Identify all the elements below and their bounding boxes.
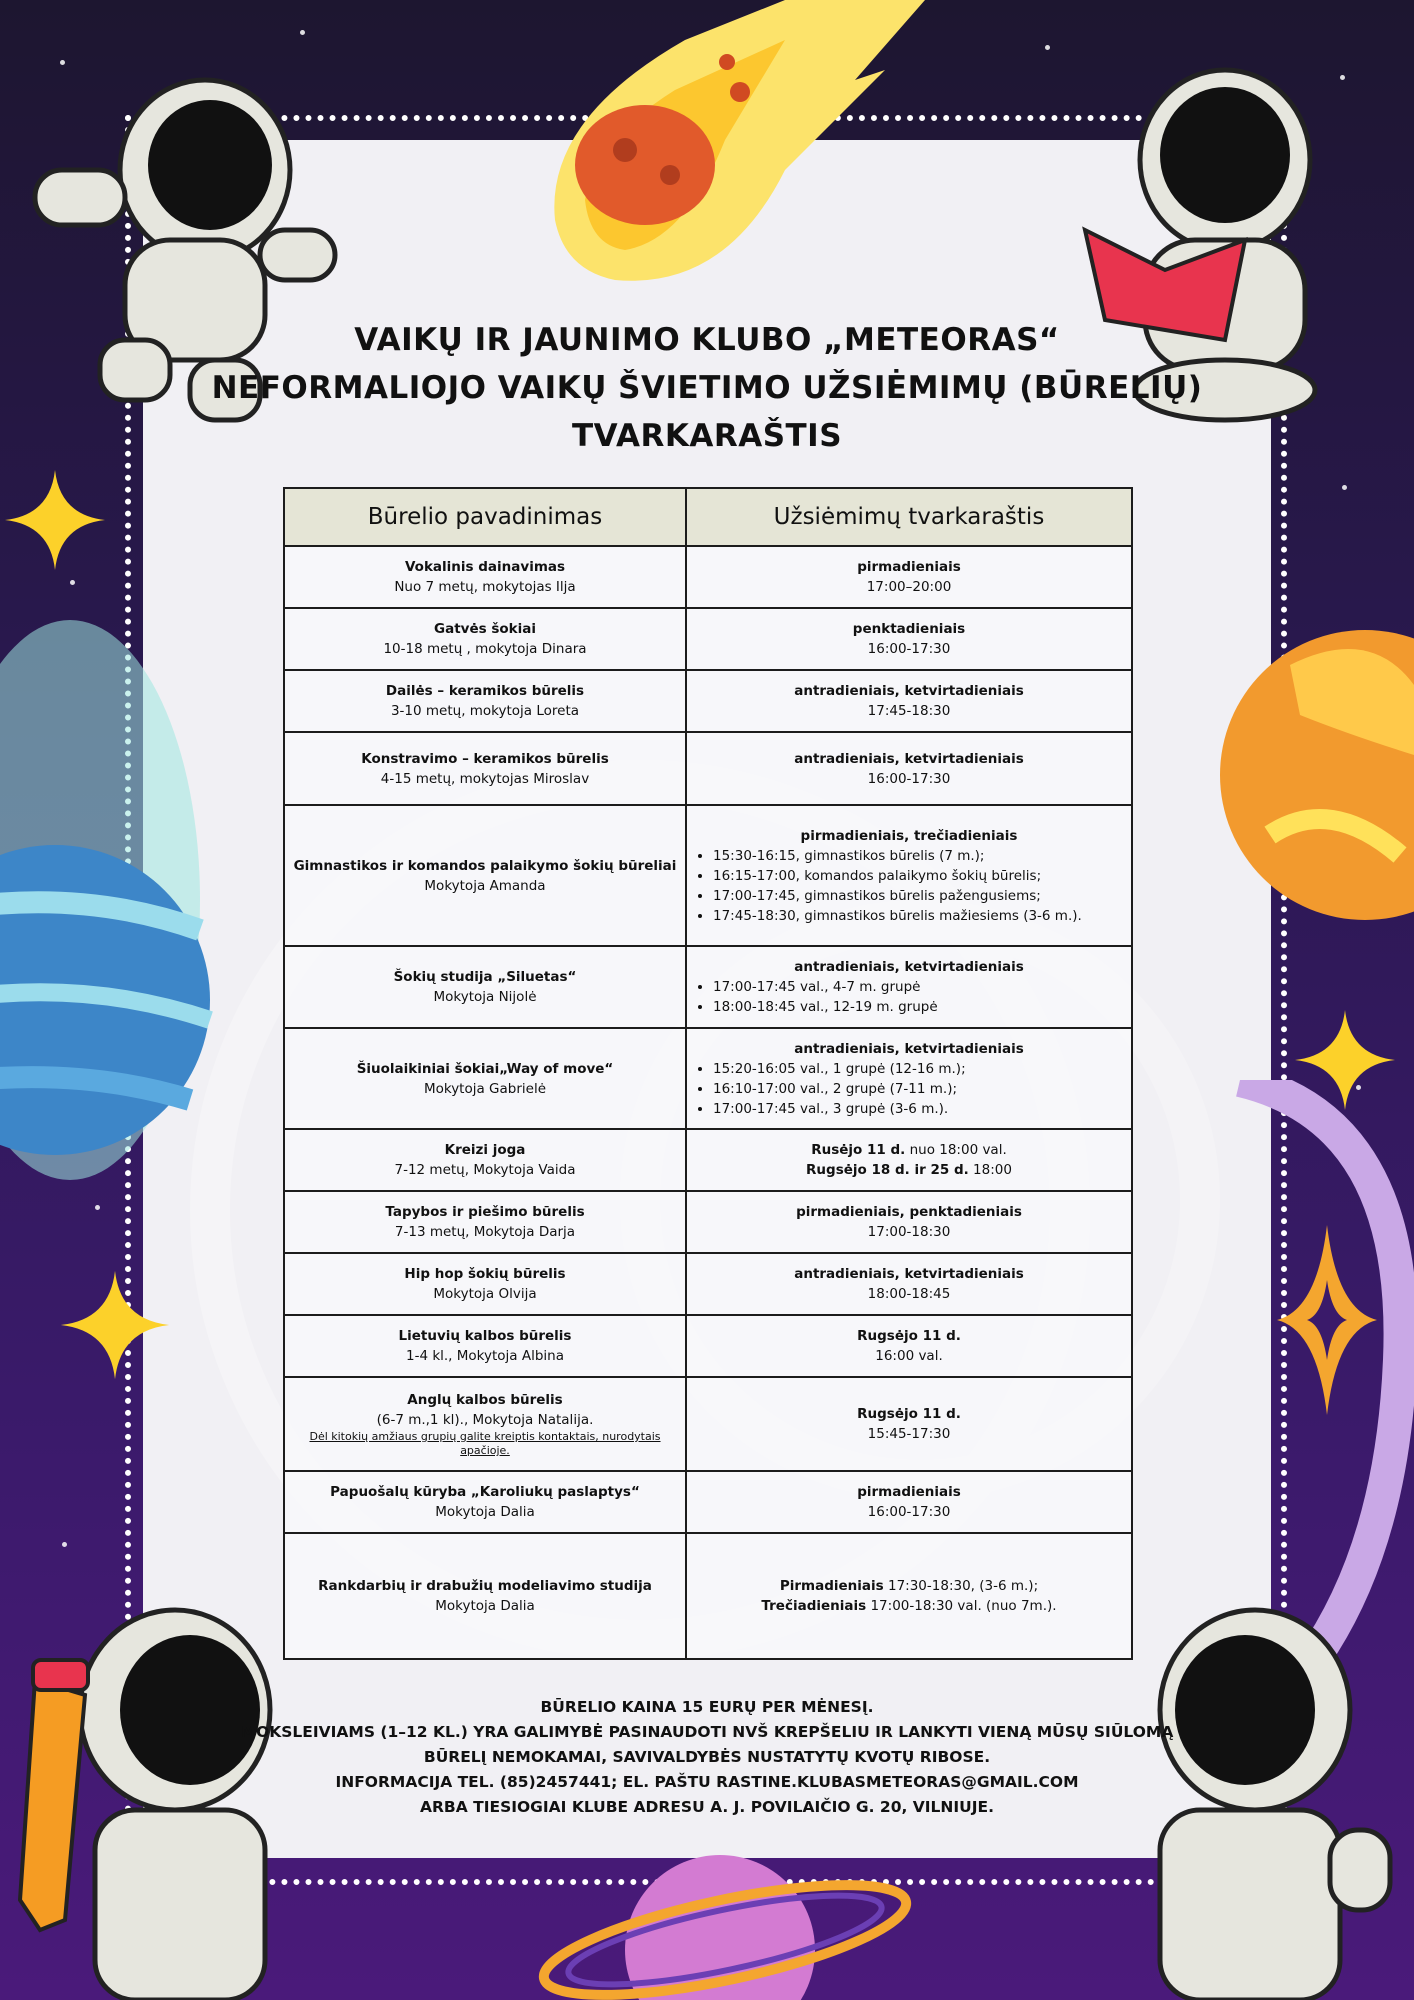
schedule-days: penktadieniais [852,621,966,637]
table-row [284,805,1132,946]
schedule-list-item: • 17:00-17:45, gimnastikos būrelis pažengusiems; [713,886,1123,906]
club-name: Rankdarbių ir drabužių modeliavimo studija [318,1578,652,1594]
sparkle-icon [50,1260,180,1390]
table-row [284,1377,1132,1471]
address-line: ARBA TIESIOGIAI KLUBE ADRESU A. J. POVILAIČIO G. 20, VILNIUJE. [420,1798,994,1816]
table-row [284,946,1132,1028]
schedule-date: Rusėjo 11 d. [811,1142,906,1158]
price-line: BŪRELIO KAINA 15 EURŲ PER MĖNESĮ. [540,1698,874,1716]
schedule-days: antradieniais, ketvirtadieniais [794,750,1024,767]
schedule-time: 17:00–20:00 [866,579,952,595]
schedule-days: pirmadieniais, penktadieniais [796,1204,1022,1220]
schedule-table [283,487,1133,1660]
table-header-row [284,488,1132,546]
schedule-list-item: • 18:00-18:45 val., 12-19 m. grupė [713,997,1123,1017]
table-row [284,1253,1132,1315]
schedule-list-item: • 15:30-16:15, gimnastikos būrelis (7 m.); [713,846,1123,866]
table-row [284,670,1132,732]
schedule-time: 18:00-18:45 [867,1286,951,1302]
schedule-list [695,977,1123,1017]
club-details: (6-7 m.,1 kl)., Mokytoja Natalija. [376,1412,594,1428]
schedule-list [695,1059,1123,1119]
schedule-days: Rugsėjo 11 d. [857,1406,961,1422]
schedule-list-item: • 16:10-17:00 val., 2 grupė (7-11 m.); [713,1079,1123,1099]
schedule-time: 17:45-18:30 [867,703,951,719]
schedule-day: Trečiadieniais [761,1598,867,1614]
schedule-list-item: • 16:15-17:00, komandos palaikymo šokių būrelis; [713,866,1123,886]
club-details: 3-10 metų, mokytoja Loreta [390,703,580,719]
schedule-line [695,1160,1123,1180]
table-row [284,1533,1132,1659]
column-header-schedule: Užsiėmimų tvarkaraštis [686,488,1132,546]
table-row [284,1471,1132,1533]
table-row [284,1191,1132,1253]
schedule-days: pirmadieniais [857,559,961,575]
schedule-days: Rugsėjo 11 d. [857,1328,961,1344]
club-name: Šokių studija „Siluetas“ [393,969,577,985]
club-details: Mokytoja Dalia [435,1504,535,1520]
schedule-list-item: • 15:20-16:05 val., 1 grupė (12-16 m.); [713,1059,1123,1079]
diamond-icon [1272,1220,1382,1420]
club-details: 7-12 metų, Mokytoja Vaida [394,1162,576,1178]
schedule-days: antradieniais, ketvirtadieniais [794,1266,1024,1282]
nvs-line-2: BŪRELĮ NEMOKAMAI, SAVIVALDYBĖS NUSTATYTŲ KVOTŲ RIBOSE. [423,1748,991,1766]
club-name: Kreizi joga [444,1142,526,1158]
title-line-3: TVARKARAŠTIS [571,418,843,454]
schedule-list-item: • 17:00-17:45 val., 4-7 m. grupė [713,977,1123,997]
schedule-days: antradieniais, ketvirtadieniais [794,959,1024,975]
meteor-icon [525,0,925,300]
schedule-time: 16:00 val. [875,1348,943,1364]
club-name: Gatvės šokiai [434,621,536,637]
club-note: Dėl kitokių amžiaus grupių galite kreiptis kontaktais, nurodytais apačioje. [309,1430,661,1457]
club-details: Nuo 7 metų, mokytojas Ilja [394,579,576,595]
ringed-planet-icon [530,1830,920,2000]
club-details: 4-15 metų, mokytojas Miroslav [380,770,590,787]
club-details: Mokytoja Olvija [433,1286,537,1302]
table-row [284,1129,1132,1191]
schedule-time: 16:00-17:30 [867,770,951,787]
sparkle-icon [0,460,110,580]
club-details: Mokytoja Amanda [424,877,546,894]
schedule-line [695,1596,1123,1616]
schedule-days: antradieniais, ketvirtadieniais [794,683,1024,699]
schedule-time: 17:00-18:30 [867,1224,951,1240]
schedule-list-item: • 17:00-17:45 val., 3 grupė (3-6 m.). [713,1099,1123,1119]
club-details: Mokytoja Gabrielė [423,1080,547,1097]
contact-line: INFORMACIJA TEL. (85)2457441; EL. PAŠTU RASTINE.KLUBASMETEORAS@GMAIL.COM [335,1773,1079,1791]
table-row [284,546,1132,608]
title-line-2: NEFORMALIOJO VAIKŲ ŠVIETIMO UŽSIĖMIMŲ (BŪRELIŲ) [211,370,1203,406]
club-details: Mokytoja Dalia [435,1598,535,1614]
nvs-line: MOKSLEIVIAMS (1–12 KL.) YRA GALIMYBĖ PASINAUDOTI NVŠ KREPŠELIU IR LANKYTI VIENĄ MŪSŲ SIŪLOMĄ [240,1723,1174,1741]
orange-planet-icon [1210,625,1414,925]
schedule-list-item: • 17:45-18:30, gimnastikos būrelis mažiesiems (3-6 m.). [713,906,1123,926]
table-row [284,1028,1132,1129]
schedule-date: Rugsėjo 18 d. ir 25 d. [806,1162,969,1178]
club-name: Vokalinis dainavimas [404,559,566,575]
schedule-line [695,1140,1123,1160]
club-name: Dailės – keramikos būrelis [385,683,585,699]
schedule-line [695,1576,1123,1596]
table-row [284,608,1132,670]
club-name: Hip hop šokių būrelis [404,1266,566,1282]
blue-planet-icon [0,840,215,1160]
schedule-time: 17:30-18:30, (3-6 m.); [883,1578,1039,1594]
table-row [284,732,1132,805]
page-title [143,316,1271,460]
club-name: Papuošalų kūryba „Karoliukų paslaptys“ [330,1484,640,1500]
schedule-time: 18:00 [968,1162,1012,1178]
club-name: Konstravimo – keramikos būrelis [361,750,609,767]
club-details: 1-4 kl., Mokytoja Albina [405,1348,565,1364]
club-name: Gimnastikos ir komandos palaikymo šokių būreliai [293,857,677,874]
schedule-day: Pirmadieniais [779,1578,884,1594]
club-details: 7-13 metų, Mokytoja Darja [394,1224,576,1240]
schedule-time: 17:00-18:30 val. (nuo 7m.). [866,1598,1057,1614]
club-details: Mokytoja Nijolė [433,989,537,1005]
sparkle-icon [1290,1000,1400,1120]
schedule-days: pirmadieniais [857,1484,961,1500]
schedule-time: nuo 18:00 val. [905,1142,1007,1158]
schedule-time: 16:00-17:30 [867,1504,951,1520]
schedule-time: 15:45-17:30 [867,1426,951,1442]
club-details: 10-18 metų , mokytoja Dinara [383,641,587,657]
club-name: Šiuolaikiniai šokiai„Way of move“ [356,1060,614,1077]
club-name: Tapybos ir piešimo būrelis [385,1204,585,1220]
club-name: Anglų kalbos būrelis [407,1392,563,1408]
schedule-days: pirmadieniais, trečiadieniais [800,827,1018,844]
schedule-list [695,846,1123,926]
club-name: Lietuvių kalbos būrelis [398,1328,572,1344]
title-line-1: VAIKŲ IR JAUNIMO KLUBO „METEORAS“ [354,322,1060,358]
footer-info [143,1695,1271,1820]
schedule-days: antradieniais, ketvirtadieniais [794,1040,1024,1057]
schedule-time: 16:00-17:30 [867,641,951,657]
column-header-name: Būrelio pavadinimas [284,488,686,546]
table-row [284,1315,1132,1377]
